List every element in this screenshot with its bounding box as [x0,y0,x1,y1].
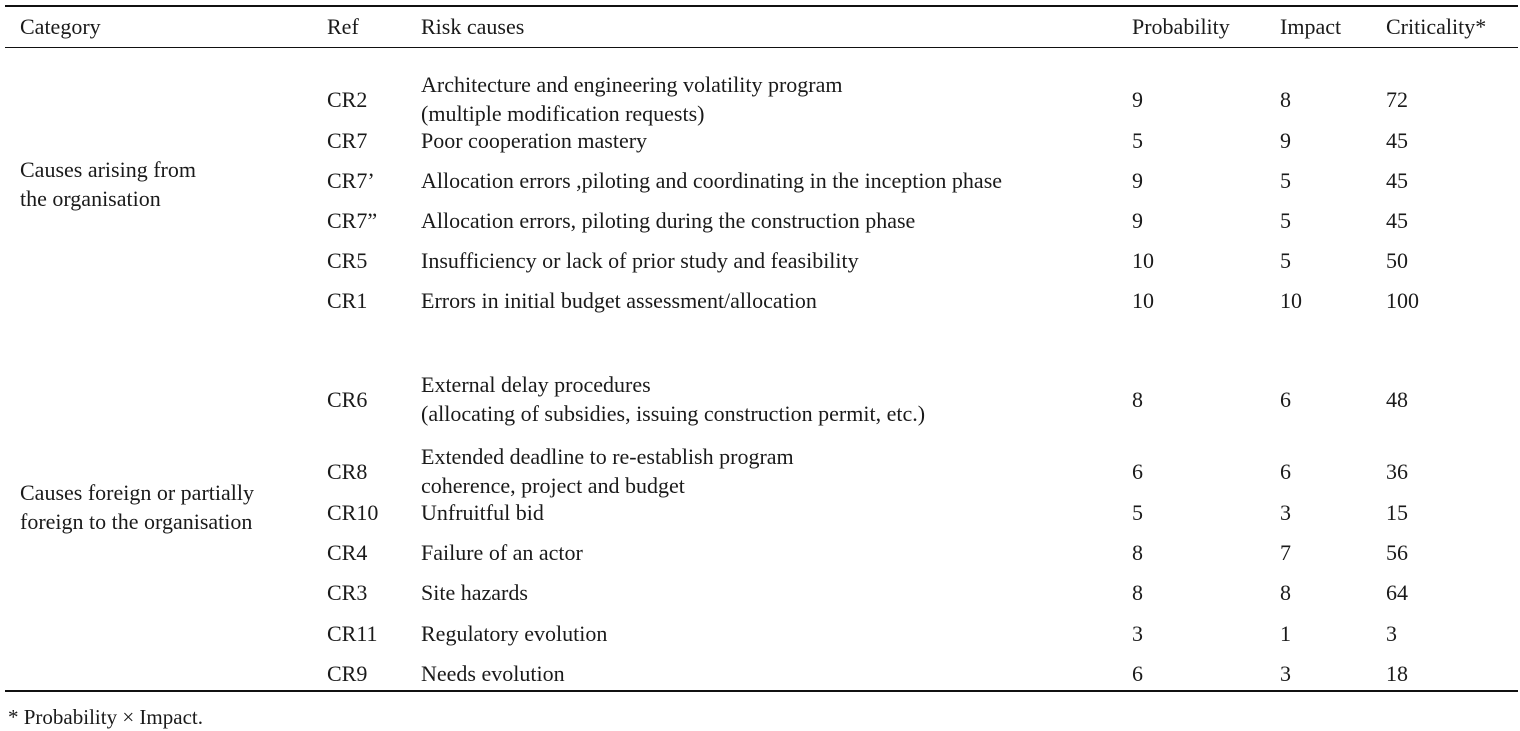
ref-cell: CR7’ [327,168,375,193]
probability-cell: 10 [1132,288,1154,313]
impact-cell: 10 [1280,288,1302,313]
top-rule [5,5,1518,7]
criticality-cell: 3 [1386,621,1397,646]
ref-cell: CR1 [327,288,368,313]
criticality-cell: 100 [1386,288,1419,313]
ref-cell: CR8 [327,458,368,484]
risk-cause-cell: Architecture and engineering volatility program [421,72,843,97]
criticality-cell: 45 [1386,168,1408,193]
criticality-cell: 72 [1386,86,1408,112]
criticality-cell: 48 [1386,386,1408,412]
criticality-cell: 45 [1386,128,1408,153]
risk-cause-cell: Poor cooperation mastery [421,128,648,153]
ref-cell: CR7” [327,208,378,233]
ref-cell: CR10 [327,500,379,525]
ref-cell: CR3 [327,580,368,605]
probability-cell: 9 [1132,208,1143,233]
ref-cell: CR4 [327,540,368,565]
ref-cell: CR7 [327,128,368,153]
impact-cell: 6 [1280,386,1291,412]
probability-cell: 9 [1132,86,1143,112]
probability-cell: 8 [1132,386,1143,412]
risk-cause-cell: (allocating of subsidies, issuing construction permit, etc.) [421,401,926,426]
bottom-rule [5,690,1518,692]
ref-cell: CR11 [327,621,378,646]
header-ref: Ref [327,14,359,39]
impact-cell: 5 [1280,248,1291,273]
probability-cell: 6 [1132,661,1143,686]
probability-cell: 5 [1132,128,1143,153]
criticality-cell: 36 [1386,458,1408,484]
group-label-line: foreign to the organisation [20,509,253,534]
header-category: Category [20,14,101,39]
risk-cause-cell: Site hazards [421,580,528,605]
risk-cause-cell: Allocation errors ,piloting and coordinating in the inception phase [421,168,1003,193]
impact-cell: 8 [1280,580,1291,605]
impact-cell: 9 [1280,128,1291,153]
risk-cause-cell: Errors in initial budget assessment/allocation [421,288,817,313]
criticality-cell: 15 [1386,500,1408,525]
impact-cell: 8 [1280,86,1291,112]
impact-cell: 5 [1280,168,1291,193]
probability-cell: 3 [1132,621,1143,646]
risk-cause-cell: Regulatory evolution [421,621,608,646]
criticality-cell: 18 [1386,661,1408,686]
risk-cause-cell: Insufficiency or lack of prior study and feasibility [421,248,859,273]
risk-cause-cell: Failure of an actor [421,540,583,565]
header-impact: Impact [1280,14,1342,39]
ref-cell: CR2 [327,86,368,112]
impact-cell: 1 [1280,621,1291,646]
risk-cause-cell: External delay procedures [421,372,651,397]
probability-cell: 8 [1132,580,1143,605]
criticality-cell: 45 [1386,208,1408,233]
risk-cause-cell: Extended deadline to re-establish program [421,444,794,469]
probability-cell: 5 [1132,500,1143,525]
risk-cause-cell: Unfruitful bid [421,500,544,525]
impact-cell: 7 [1280,540,1291,565]
probability-cell: 9 [1132,168,1143,193]
header-probability: Probability [1132,14,1230,39]
risk-cause-cell: Allocation errors, piloting during the construction phase [421,208,916,233]
risk-cause-cell: coherence, project and budget [421,473,685,498]
header-rule [5,47,1518,48]
impact-cell: 5 [1280,208,1291,233]
impact-cell: 3 [1280,500,1291,525]
criticality-cell: 50 [1386,248,1408,273]
group-label-line: the organisation [20,186,161,211]
ref-cell: CR6 [327,386,368,412]
criticality-cell: 56 [1386,540,1408,565]
group-label-line: Causes arising from [20,157,196,182]
footnote: * Probability × Impact. [8,705,203,729]
ref-cell: CR9 [327,661,368,686]
risk-cause-cell: Needs evolution [421,661,565,686]
risk-cause-cell: (multiple modification requests) [421,101,705,126]
group-label-line: Causes foreign or partially [20,480,254,505]
header-criticality: Criticality* [1386,14,1487,39]
header-risk-causes: Risk causes [421,14,525,39]
impact-cell: 3 [1280,661,1291,686]
probability-cell: 8 [1132,540,1143,565]
criticality-cell: 64 [1386,580,1408,605]
probability-cell: 6 [1132,458,1143,484]
ref-cell: CR5 [327,248,368,273]
impact-cell: 6 [1280,458,1291,484]
probability-cell: 10 [1132,248,1154,273]
